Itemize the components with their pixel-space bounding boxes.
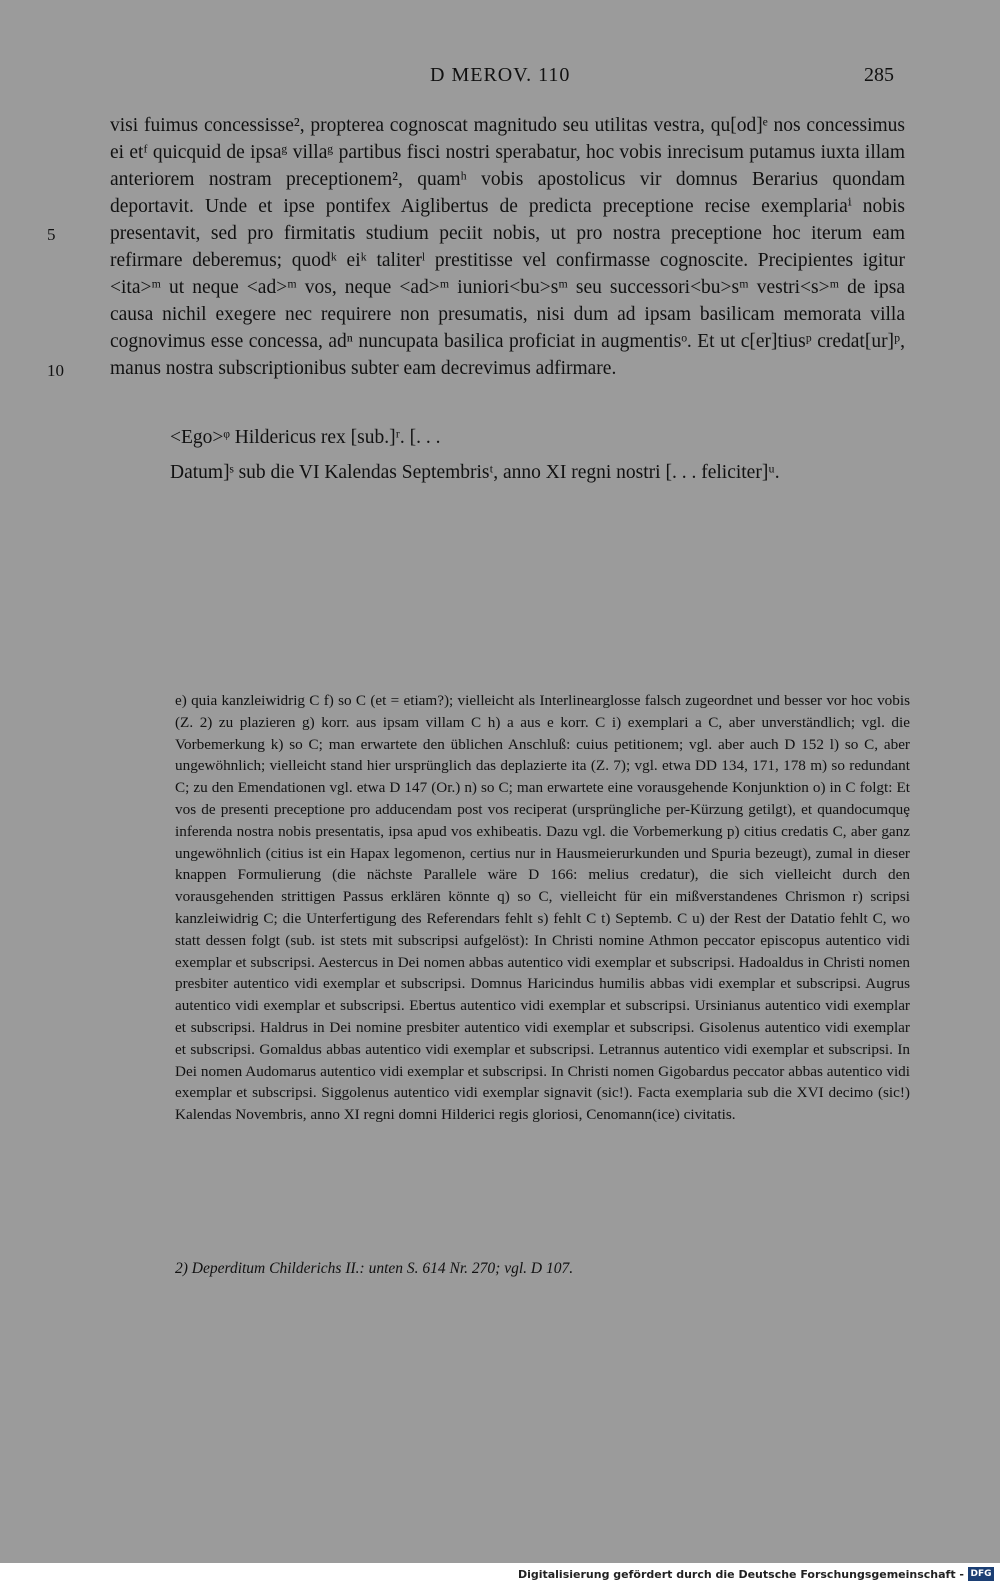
footer-credit: Digitalisierung gefördert durch die Deutsche Forschungsgemeinschaft - <box>517 1568 964 1581</box>
apparatus-notes: e) quia kanzleiwidrig C f) so C (et = etiam?); vielleicht als Interlinearglosse falsch zugeordnet und besser vor hoc vobis (Z. 2) zu plazieren g) korr. aus ipsam villam C h) a aus e korr. C i) exemplari a C, aber unverständlich; vgl. die Vorbemerkung k) so C; man erwartete den üblichen Anschluß: cuius petitionem; vgl. aber auch D 152 l) so C, aber ungewöhnlich; vielleicht stand hier ursprünglich das deplazierte ita (Z. 7); vgl. etwa DD 134, 171, 178 m) so redundant C; zu den Emendationen vgl. etwa D 147 (Or.) n) so C; man erwartete eine vorausgehende Konjunktion o) in C folgt: Et vos de presenti preceptione pro adducendam post vos reciperat (ursprüngliche per-Kürzung getilgt), et quandocumquȩ inferenda nostra nobis presentatis, ipsa apud vos exhibeatis. Dazu vgl. die Vorbemerkung p) citius credatis C, aber ganz ungewöhnlich (citius ist ein Hapax legomenon, certius nur in Hausmeierurkunden und Spuria bezeugt), zumal in dieser knappen Formulierung (die nächste Parallele wäre D 166: melius credatur), die sich vielleicht durch den vorausgehenden strittigen Passus erklären könnte q) so C, vielleicht für ein mißverstandenes Chrismon r) scripsi kanzleiwidrig C; die Unterfertigung des Referendars fehlt s) fehlt C t) Septemb. C u) der Rest der Datatio fehlt C, wo statt dessen folgt (sub. ist stets mit subscripsi aufgelöst): In Christi nomine Athmon peccator episcopus autentico vidi exemplar et subscripsi. Aestercus in Dei nomen abbas autentico vidi exemplar et subscripsi. Hadoaldus in Christi nomen presbiter autentico vidi exemplar et subscripsi. Domnus Haricindus humilis abbas vidi exemplar et subscripsi. Augrus autentico vidi exemplar et subscripsi. Ebertus autentico vidi exemplar et subscripsi. Ursinianus autentico vidi exemplar et subscripsi. Haldrus in Dei nomine presbiter autentico vidi exemplar et subscripsi. Gisolenus autentico vidi exemplar et subscripsi. Gomaldus abbas autentico vidi exemplar et subscripsi. Letrannus autentico vidi exemplar et subscripsi. In Dei nomen Audomarus autentico vidi exemplar et subscripsi. In Christi nomen Gigobardus peccator abbas autentico vidi exemplar et subscripsi. Siggolenus autentico vidi exemplar signavit (sic!). Facta exemplaria sub die XVI decimo (sic!) Kalendas Novembris, anno XI regni domni Hilderici regis gloriosi, Cenomann(ice) civitatis. <box>175 692 910 1124</box>
charter-body: visi fuimus concessisse², propterea cognoscat magnitudo seu utilitas vestra, qu[od]ᵉ nos concessimus ei etᶠ quicquid de ipsaᵍ villaᵍ partibus fisci nostri sperabatur, hoc vobis inrecisum putamus iuxta illam anteriorem nostram preceptionem², quamʰ vobis apostolicus vir domnus Berarius quondam deportavit. Unde et ipse pontifex Aiglibertus de predicta preceptione recise exemplariaⁱ nobis presentavit, sed pro firmitatis studium peciit nobis, ut pro nostra preceptione hoc iterum eam refirmare deberemus; quodᵏ eiᵏ taliterˡ prestitisse vel confirmasse cognoscite. Precipientes igitur <ita>ᵐ ut neque <ad>ᵐ vos, neque <ad>ᵐ iuniori<bu>sᵐ seu successori<bu>sᵐ vestri<s>ᵐ de ipsa causa nichil exegere nec requirere non presumatis, nisi dum ad ipsam basilicam memorata villa cognovimus esse concessa, adⁿ nuncupata basilica proficiat in augmentisᵒ. Et ut c[er]tiusᵖ credat[ur]ᵖ, manus nostra subscriptionibus subter eam decrevimus adfirmare. <box>110 115 905 379</box>
line-number-10: 10 <box>47 361 64 380</box>
dfg-logo-icon: DFG <box>968 1567 994 1581</box>
charter-text <box>110 112 905 382</box>
footer-bar <box>0 1563 1000 1583</box>
running-header-title: D MEROV. 110 <box>430 64 571 86</box>
signature-line: <Ego>ᵠ Hildericus rex [sub.]ʳ. [. . . <box>170 427 441 448</box>
critical-apparatus <box>175 690 910 1126</box>
page-number: 285 <box>864 64 894 86</box>
footnote-2: 2) Deperditum Childerichs II.: unten S. 614 Nr. 270; vgl. D 107. <box>175 1260 574 1277</box>
datum-line: Datum]ˢ sub die VI Kalendas Septembrisᵗ, anno XI regni nostri [. . . feliciter]ᵘ. <box>170 462 780 483</box>
line-number-5: 5 <box>47 225 56 244</box>
